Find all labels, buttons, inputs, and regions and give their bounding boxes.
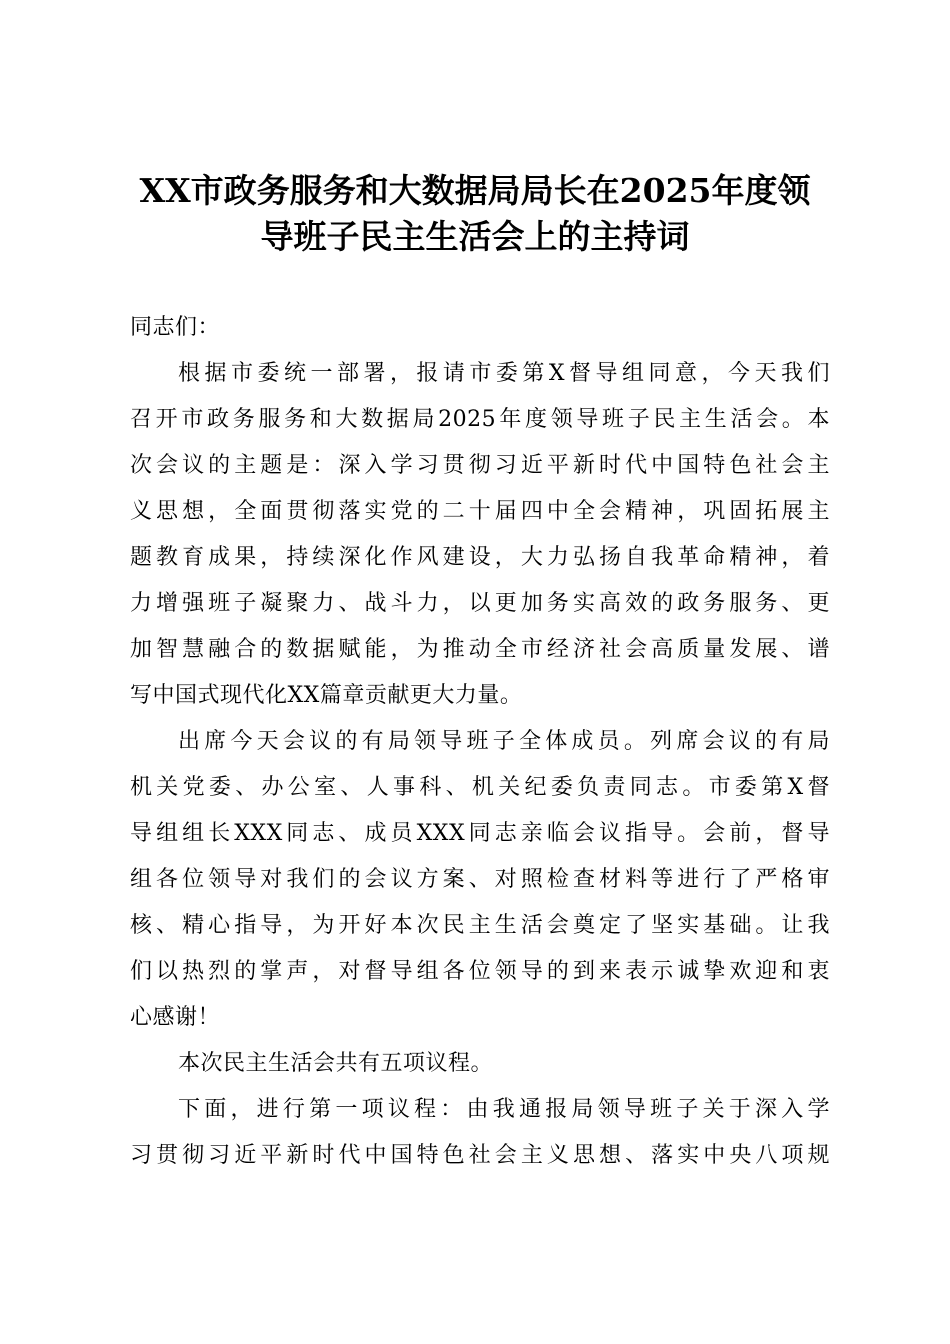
salutation: 同志们： — [130, 315, 221, 340]
paragraph-2-line-7: 心感谢！ — [130, 1005, 221, 1030]
title-line-1: XX市政务服务和大数据局局长在2025年度领 — [139, 171, 811, 210]
paragraph-2-line-5: 核、精心指导，为开好本次民主生活会奠定了坚实基础。让我 — [130, 913, 830, 938]
paragraph-2-line-6: 们以热烈的掌声，对督导组各位领导的到来表示诚挚欢迎和衷 — [130, 959, 830, 984]
paragraph-4 — [130, 1087, 830, 1179]
document-body — [130, 305, 830, 1179]
title-line-2: 导班子民主生活会上的主持词 — [260, 217, 690, 256]
paragraph-2-line-1: 出席今天会议的有局领导班子全体成员。列席会议的有局 — [178, 729, 830, 754]
paragraph-1-line-7: 加智慧融合的数据赋能，为推动全市经济社会高质量发展、谱 — [130, 637, 830, 662]
paragraph-1-line-4: 义思想，全面贯彻落实党的二十届四中全会精神，巩固拓展主 — [130, 499, 830, 524]
paragraph-1-line-5: 题教育成果，持续深化作风建设，大力弘扬自我革命精神，着 — [130, 545, 830, 570]
paragraph-2-line-4: 组各位领导对我们的会议方案、对照检查材料等进行了严格审 — [130, 867, 830, 892]
paragraph-1-line-2: 召开市政务服务和大数据局2025年度领导班子民主生活会。本 — [130, 407, 830, 432]
paragraph-2-line-2: 机关党委、办公室、人事科、机关纪委负责同志。市委第X督 — [130, 775, 830, 800]
paragraph-1 — [130, 351, 830, 719]
paragraph-4-line-1: 下面，进行第一项议程：由我通报局领导班子关于深入学 — [178, 1097, 830, 1122]
paragraph-1-line-8: 写中国式现代化XX篇章贡献更大力量。 — [130, 683, 523, 708]
paragraph-2-line-3: 导组组长XXX同志、成员XXX同志亲临会议指导。会前，督导 — [130, 821, 830, 846]
document-title — [110, 168, 840, 260]
paragraph-1-line-1: 根据市委统一部署，报请市委第X督导组同意，今天我们 — [178, 361, 830, 386]
paragraph-1-line-6: 力增强班子凝聚力、战斗力，以更加务实高效的政务服务、更 — [130, 591, 830, 616]
paragraph-3-line-1: 本次民主生活会共有五项议程。 — [178, 1051, 494, 1076]
paragraph-4-line-2: 习贯彻习近平新时代中国特色社会主义思想、落实中央八项规 — [130, 1143, 830, 1168]
paragraph-3 — [130, 1041, 830, 1087]
paragraph-1-line-3: 次会议的主题是：深入学习贯彻习近平新时代中国特色社会主 — [130, 453, 830, 478]
paragraph-2 — [130, 719, 830, 1041]
